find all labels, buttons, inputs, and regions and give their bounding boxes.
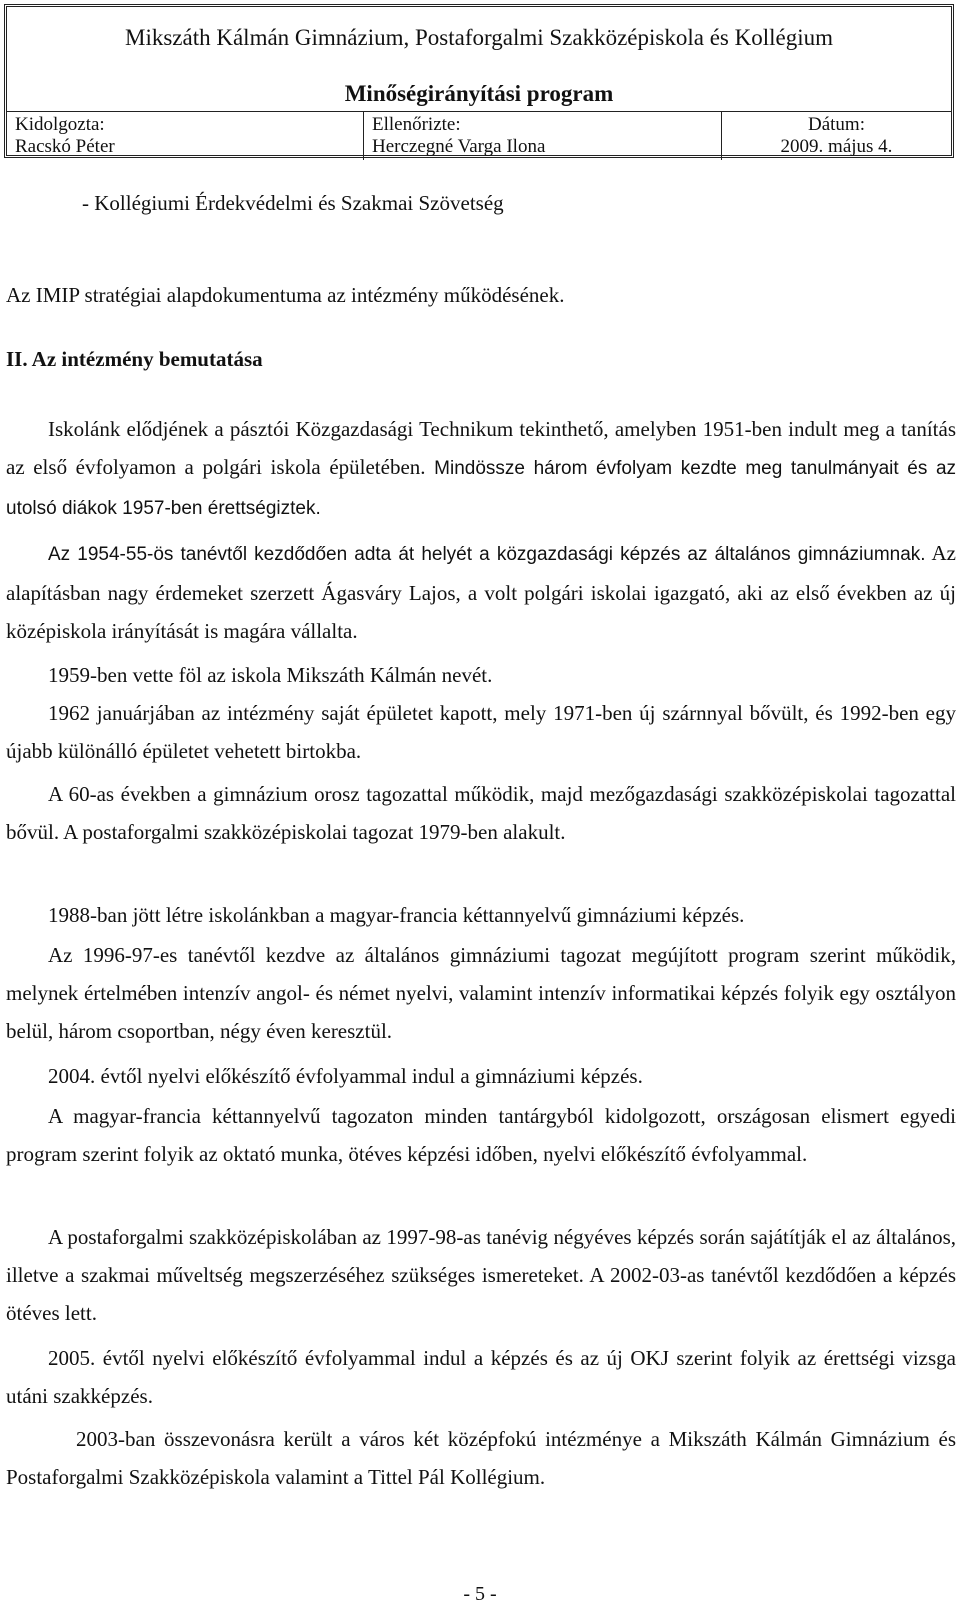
author-cell — [7, 112, 364, 160]
date-cell — [722, 112, 951, 160]
paragraph — [6, 1218, 956, 1332]
paragraph: 1962 januárjában az intézmény saját épületet kapott, mely 1971-ben új szárnnyal bővült, és 1992-ben egy újabb különálló épületet vehetett birtokba. — [6, 701, 956, 763]
checker-name: Herczegné Varga Ilona — [372, 136, 546, 157]
document-header — [4, 4, 954, 158]
header-meta-row — [7, 111, 951, 160]
program-title: Minőségirányítási program — [344, 81, 614, 106]
paragraph — [6, 410, 956, 528]
paragraph: 2004. évtől nyelvi előkészítő évfolyammal indul a gimnáziumi képzés. — [48, 1064, 643, 1088]
paragraph-text: Mindössze három évfolyam kezdte meg tanulmányait és az utolsó diákok 1957-ben érettségiztek. — [6, 458, 957, 519]
institution-name: Mikszáth Kálmán Gimnázium, Postaforgalmi Szakközépiskola és Kollégium — [125, 25, 833, 50]
paragraph — [6, 534, 956, 650]
section-title: II. Az intézmény bemutatása — [6, 347, 263, 371]
author-label: Kidolgozta: — [15, 114, 105, 135]
date-label: Dátum: — [808, 114, 865, 135]
paragraph-text: Az 1954-55-ös tanévtől kezdődően adta át helyét a közgazdasági képzés az általános gimnáziumnak. — [48, 544, 926, 565]
paragraph-text: Iskolánk elődjének a pásztói Közgazdasági Technikum tekinthető, amelyben 1951-ben indult meg a tanítás az első évfolyamon a polgári iskola épületében. — [6, 417, 956, 479]
page-number: - 5 - — [463, 1583, 497, 1605]
checker-label: Ellenőrizte: — [372, 114, 461, 135]
paragraph: A 60-as években a gimnázium orosz tagozattal működik, majd mezőgazdasági szakközépiskolai tagozattal bővül. A postaforgalmi szakközépiskolai tagozat 1979-ben alakult. — [6, 782, 956, 844]
checker-cell — [364, 112, 722, 160]
paragraph-text: Az alapításban nagy érdemeket szerzett Ágasváry Lajos, a volt polgári iskolai igazgató, aki az első években az új középiskola irányítását is magára vállalta. — [6, 541, 956, 643]
author-name: Racskó Péter — [15, 136, 115, 157]
paragraph: 1959-ben vette föl az iskola Mikszáth Kálmán nevét. — [48, 663, 493, 687]
imip-statement: Az IMIP stratégiai alapdokumentuma az intézmény működésének. — [6, 283, 565, 307]
paragraph: A magyar-francia kéttannyelvű tagozaton minden tantárgyból kidolgozott, országosan elismert egyedi program szerint folyik az oktató munka, ötéves képzési időben, nyelvi előkészítő évfolyammal. — [6, 1104, 956, 1166]
paragraph: 2005. évtől nyelvi előkészítő évfolyammal indul a képzés és az új OKJ szerint folyik az érettségi vizsga utáni szakképzés. — [6, 1346, 956, 1408]
list-item: - Kollégiumi Érdekvédelmi és Szakmai Szövetség — [82, 191, 504, 215]
paragraph: Az 1996-97-es tanévtől kezdve az általános gimnáziumi tagozat megújított program szerint működik, melynek értelmében intenzív angol- és német nyelvi, valamint intenzív informatikai képzés folyik egy osztályon belül, három csoportban, négy éven keresztül. — [6, 943, 956, 1043]
paragraph: 1988-ban jött létre iskolánkban a magyar-francia kéttannyelvű gimnáziumi képzés. — [48, 903, 745, 927]
paragraph-text: A 2002-03-as tanévtől kezdődően a képzés ötéves lett. — [6, 1263, 956, 1325]
paragraph-text: A postaforgalmi szakközépiskolában az 1997-98-as tanévig négyéves képzés során sajátítják el az általános, illetve a szakmai műveltség megszerzéséhez szükséges ismereteket. — [6, 1225, 956, 1287]
date-value: 2009. május 4. — [780, 136, 893, 157]
paragraph: 2003-ban összevonásra került a város két középfokú intézménye a Mikszáth Kálmán Gimnázium és Postaforgalmi Szakközépiskola valamint a Tittel Pál Kollégium. — [6, 1427, 956, 1489]
